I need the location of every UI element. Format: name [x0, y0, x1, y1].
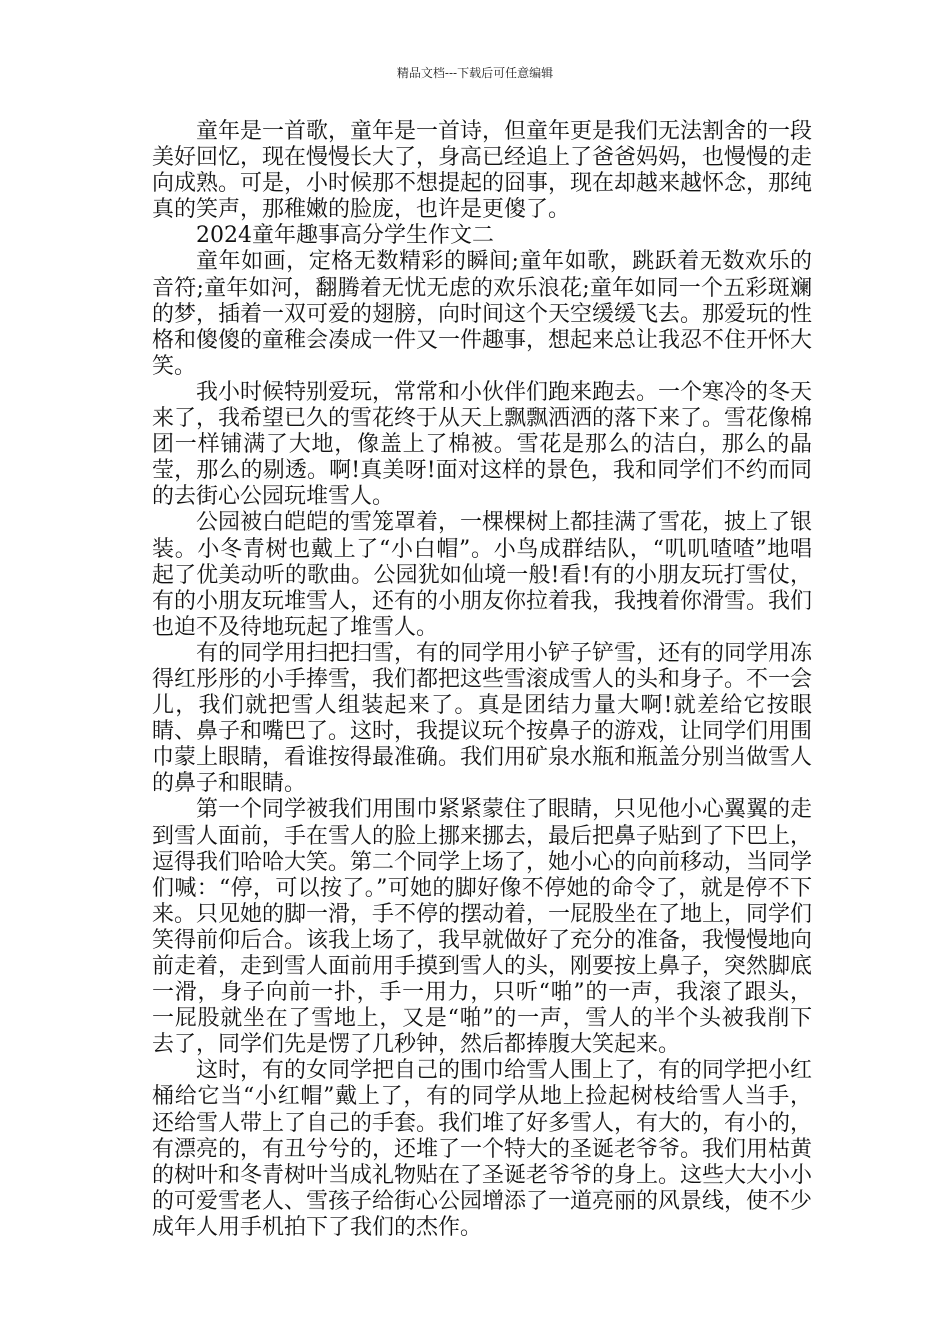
page-header: 精品文档---下载后可任意编辑 [396, 66, 554, 80]
document-body [152, 119, 812, 1241]
paragraph-childhood-metaphor: 童年如画，定格无数精彩的瞬间;童年如歌，跳跃着无数欢乐的音符;童年如河，翻腾着无忧无虑的欢乐浪花;童年如同一个五彩斑斓的梦，插着一双可爱的翅膀，向时间这个天空缓缓飞去。那爱玩的性格和傻傻的童稚会凑成一件又一件趣事，想起来总让我忍不住开怀大笑。 [152, 249, 813, 379]
paragraph-decorating: 这时，有的女同学把自己的围巾给雪人围上了，有的同学把小红桶给它当“小红帽”戴上了，有的同学从地上捡起树枝给雪人当手，还给雪人带上了自己的手套。我们堆了好多雪人，有大的，有小的，有漂亮的，有丑兮兮的，还堆了一个特大的圣诞老爷爷。我们用枯黄的树叶和冬青树叶当成礼物贴在了圣诞老爷爷的身上。这些大大小小的可爱雪老人、雪孩子给街心公园增添了一道亮丽的风景线，使不少成年人用手机拍下了我们的杰作。 [152, 1058, 813, 1240]
section-heading: 2024童年趣事高分学生作文二 [196, 223, 494, 249]
paragraph-nose-game: 第一个同学被我们用围巾紧紧蒙住了眼睛，只见他小心翼翼的走到雪人面前，手在雪人的脸上挪来挪去，最后把鼻子贴到了下巴上，逗得我们哈哈大笑。第二个同学上场了，她小心的向前移动，当同学们喊：“停，可以按了。”可她的脚好像不停她的命令了，就是停不下来。只见她的脚一滑，手不停的摆动着，一屁股坐在了地上，同学们笑得前仰后合。该我上场了，我早就做好了充分的准备，我慢慢地向前走着，走到雪人面前用手摸到雪人的头，刚要按上鼻子，突然脚底一滑，身子向前一扑，手一用力，只听“啪”的一声，我滚了跟头，一屁股就坐在了雪地上，又是“啪”的一声，雪人的半个头被我削下去了，同学们先是愣了几秒钟，然后都捧腹大笑起来。 [152, 797, 813, 1058]
paragraph-snowfall: 我小时候特别爱玩，常常和小伙伴们跑来跑去。一个寒冷的冬天来了，我希望已久的雪花终于从天上飘飘洒洒的落下来了。雪花像棉团一样铺满了大地，像盖上了棉被。雪花是那么的洁白，那么的晶莹，那么的剔透。啊!真美呀!面对这样的景色，我和同学们不约而同的去街心公园玩堆雪人。 [152, 379, 813, 510]
paragraph-intro: 童年是一首歌，童年是一首诗，但童年更是我们无法割舍的一段美好回忆，现在慢慢长大了，身高已经追上了爸爸妈妈，也慢慢的走向成熟。可是，小时候那不想提起的囧事，现在却越来越怀念，那纯真的笑声，那稚嫩的脸庞，也许是更傻了。 [152, 119, 813, 223]
paragraph-park: 公园被白皑皑的雪笼罩着，一棵棵树上都挂满了雪花，披上了银装。小冬青树也戴上了“小白帽”。小鸟成群结队，“叽叽喳喳”地唱起了优美动听的歌曲。公园犹如仙境一般!看!有的小朋友玩打雪仗，有的小朋友玩堆雪人，还有的小朋友你拉着我，我拽着你滑雪。我们也迫不及待地玩起了堆雪人。 [152, 510, 813, 640]
paragraph-building-snowman: 有的同学用扫把扫雪，有的同学用小铲子铲雪，还有的同学用冻得红彤彤的小手捧雪，我们都把这些雪滚成雪人的头和身子。不一会儿，我们就把雪人组装起来了。真是团结力量大啊!就差给它按眼睛、鼻子和嘴巴了。这时，我提议玩个按鼻子的游戏，让同学们用围巾蒙上眼睛，看谁按得最准确。我们用矿泉水瓶和瓶盖分别当做雪人的鼻子和眼睛。 [152, 640, 813, 797]
